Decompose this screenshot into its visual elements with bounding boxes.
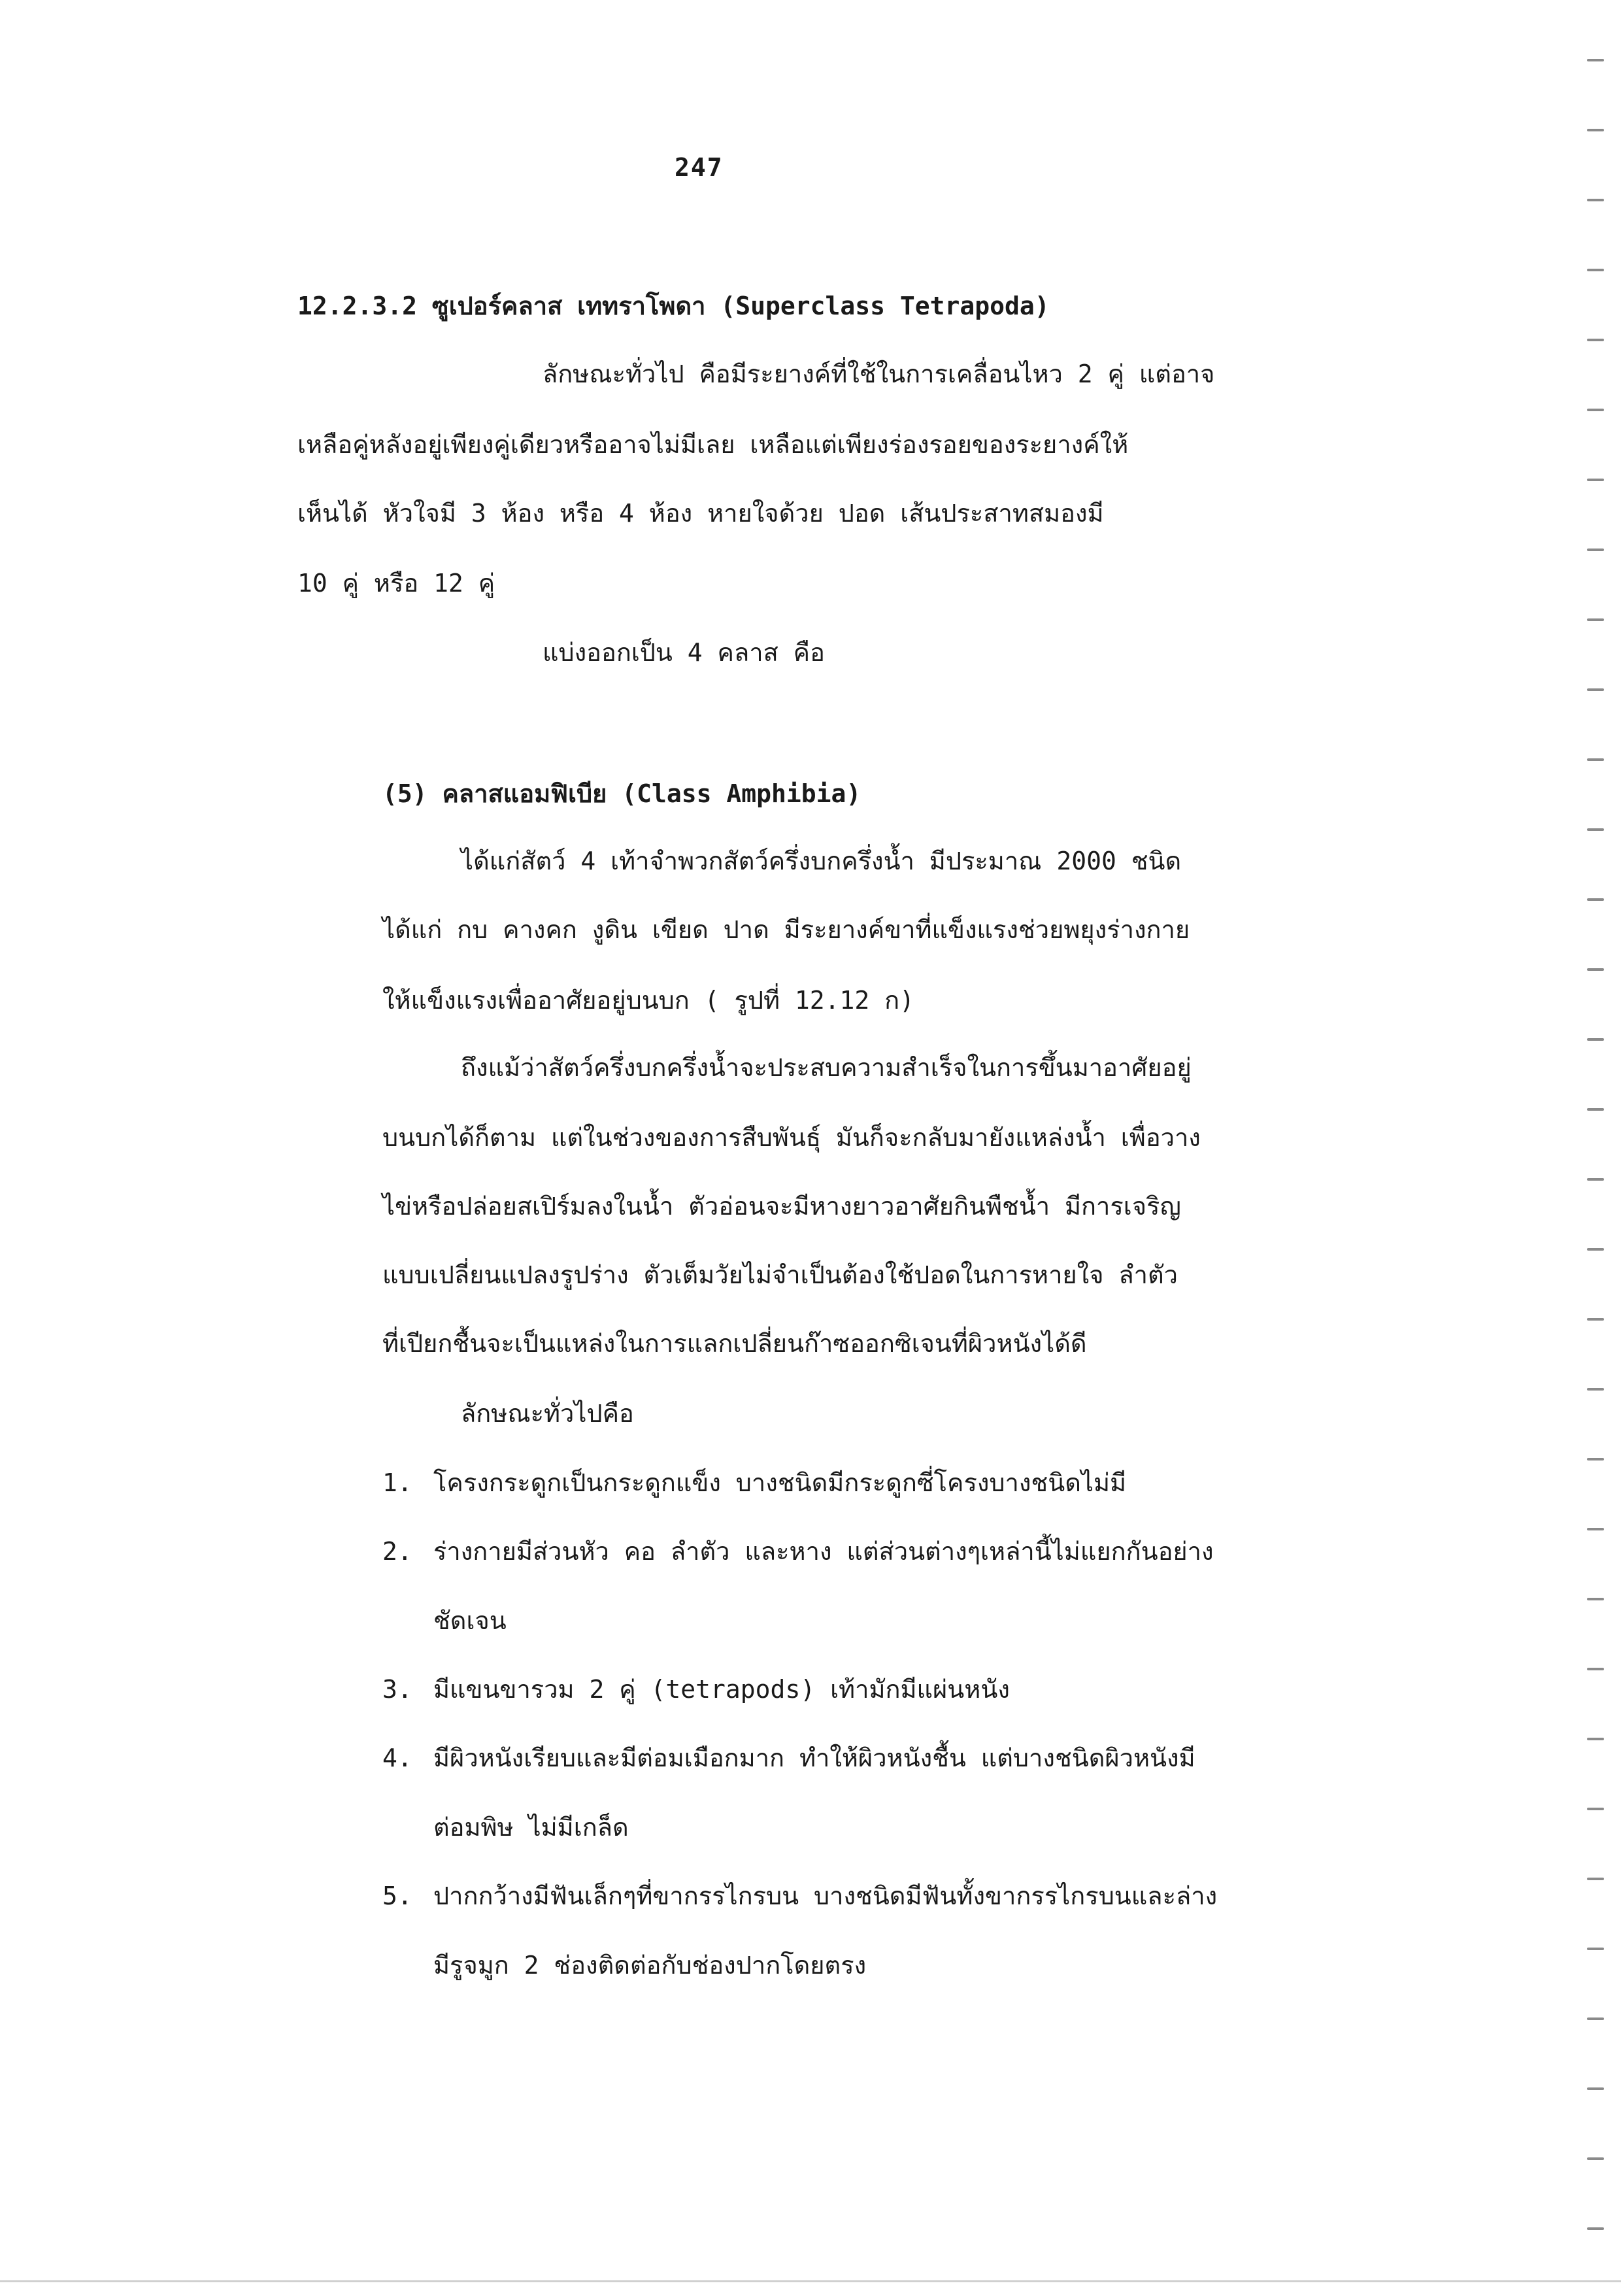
paragraph-line: 10 คู่ หรือ 12 คู่ <box>297 569 495 598</box>
edge-mark <box>1587 2087 1604 2090</box>
page-number: 247 <box>675 153 724 182</box>
edge-mark <box>1587 1808 1604 1810</box>
edge-mark <box>1587 2017 1604 2020</box>
edge-mark <box>1587 618 1604 621</box>
list-item-text: โครงกระดูกเป็นกระดูกแข็ง บางชนิดมีกระดูกซี่โครงบางชนิดไม่มี <box>433 1468 1127 1497</box>
edge-mark <box>1587 199 1604 201</box>
list-item <box>382 1464 1126 1501</box>
edge-mark <box>1587 1738 1604 1740</box>
list-item <box>382 1878 1217 1914</box>
paragraph-line: เหลือคู่หลังอยู่เพียงคู่เดียวหรืออาจไม่มีเลย เหลือแต่เพียงร่องรอยของระยางค์ให้ <box>297 430 1129 459</box>
paragraph-line: แบบเปลี่ยนแปลงรูปร่าง ตัวเต็มวัยไม่จำเป็นต้องใช้ปอดในการหายใจ ลำตัว <box>382 1260 1178 1289</box>
list-item-number: 3. <box>382 1675 412 1704</box>
edge-mark <box>1587 1318 1604 1321</box>
edge-mark <box>1587 1528 1604 1530</box>
edge-mark <box>1587 898 1604 901</box>
edge-mark <box>1587 409 1604 411</box>
paragraph-line: ถึงแม้ว่าสัตว์ครึ่งบกครึ่งน้ำจะประสบความสำเร็จในการขึ้นมาอาศัยอยู่ <box>461 1053 1192 1082</box>
paragraph-line: ที่เปียกชื้นจะเป็นแหล่งในการแลกเปลี่ยนก๊าซออกซิเจนที่ผิวหนังได้ดี <box>382 1329 1087 1358</box>
scan-bottom-edge <box>0 2280 1621 2282</box>
edge-mark <box>1587 2157 1604 2160</box>
paragraph-line: เห็นได้ หัวใจมี 3 ห้อง หรือ 4 ห้อง หายใจด้วย ปอด เส้นประสาทสมองมี <box>297 499 1104 528</box>
list-item-number: 2. <box>382 1537 412 1566</box>
list-item-text: ร่างกายมีส่วนหัว คอ ลำตัว และหาง แต่ส่วนต่างๆเหล่านี้ไม่แยกกันอย่าง <box>433 1537 1214 1566</box>
edge-mark <box>1587 1598 1604 1600</box>
class-heading: (5) คลาสแอมฟิเบีย (Class Amphibia) <box>382 779 861 808</box>
edge-mark <box>1587 688 1604 691</box>
list-item-text: ปากกว้างมีฟันเล็กๆที่ขากรรไกรบน บางชนิดมีฟันทั้งขากรรไกรบนและล่าง <box>433 1882 1218 1910</box>
paragraph-line: บนบกได้ก็ตาม แต่ในช่วงของการสืบพันธุ์ มันก็จะกลับมายังแหล่งน้ำ เพื่อวาง <box>382 1123 1201 1152</box>
edge-mark <box>1587 1178 1604 1181</box>
list-item <box>382 1671 1010 1708</box>
paragraph-line: ได้แก่สัตว์ 4 เท้าจำพวกสัตว์ครึ่งบกครึ่งน้ำ มีประมาณ 2000 ชนิด <box>461 847 1182 875</box>
edge-mark <box>1587 1948 1604 1950</box>
edge-mark <box>1587 1108 1604 1111</box>
edge-mark <box>1587 758 1604 761</box>
paragraph-line: ได้แก่ กบ คางคก งูดิน เขียด ปาด มีระยางค์ขาที่แข็งแรงช่วยพยุงร่างกาย <box>382 915 1190 944</box>
division-line: แบ่งออกเป็น 4 คลาส คือ <box>543 638 825 667</box>
edge-mark <box>1587 2227 1604 2230</box>
paragraph-line: ไข่หรือปล่อยสเปิร์มลงในน้ำ ตัวอ่อนจะมีหางยาวอาศัยกินพืชน้ำ มีการเจริญ <box>382 1192 1181 1221</box>
list-item <box>382 1740 1195 1776</box>
edge-mark <box>1587 59 1604 61</box>
edge-mark <box>1587 968 1604 971</box>
section-heading: 12.2.3.2 ซูเปอร์คลาส เททราโพดา (Superclass Tetrapoda) <box>297 292 1050 320</box>
list-item-continuation: ชัดเจน <box>433 1606 507 1635</box>
edge-mark <box>1587 549 1604 551</box>
edge-mark <box>1587 1388 1604 1391</box>
edge-mark <box>1587 1038 1604 1041</box>
edge-mark <box>1587 269 1604 271</box>
edge-mark <box>1587 1458 1604 1460</box>
list-item-number: 1. <box>382 1468 412 1497</box>
edge-mark <box>1587 828 1604 831</box>
list-item-text: มีแขนขารวม 2 คู่ (tetrapods) เท้ามักมีแผ่นหนัง <box>433 1675 1010 1704</box>
paragraph-line: ลักษณะทั่วไป คือมีระยางค์ที่ใช้ในการเคลื่อนไหว 2 คู่ แต่อาจ <box>543 360 1215 388</box>
paragraph-line: ให้แข็งแรงเพื่ออาศัยอยู่บนบก ( รูปที่ 12.12 ก) <box>382 986 915 1015</box>
edge-mark <box>1587 1248 1604 1251</box>
list-item-continuation: มีรูจมูก 2 ช่องติดต่อกับช่องปากโดยตรง <box>433 1951 867 1980</box>
list-item-text: มีผิวหนังเรียบและมีต่อมเมือกมาก ทำให้ผิวหนังชื้น แต่บางชนิดผิวหนังมี <box>433 1744 1195 1772</box>
list-item-number: 4. <box>382 1744 412 1772</box>
edge-mark <box>1587 129 1604 131</box>
list-item <box>382 1533 1214 1570</box>
binding-edge-marks <box>1587 39 1607 2262</box>
edge-mark <box>1587 339 1604 341</box>
characteristics-label: ลักษณะทั่วไปคือ <box>461 1399 634 1428</box>
list-item-continuation: ต่อมพิษ ไม่มีเกล็ด <box>433 1813 629 1842</box>
edge-mark <box>1587 1668 1604 1670</box>
edge-mark <box>1587 479 1604 481</box>
edge-mark <box>1587 1878 1604 1880</box>
list-item-number: 5. <box>382 1882 412 1910</box>
